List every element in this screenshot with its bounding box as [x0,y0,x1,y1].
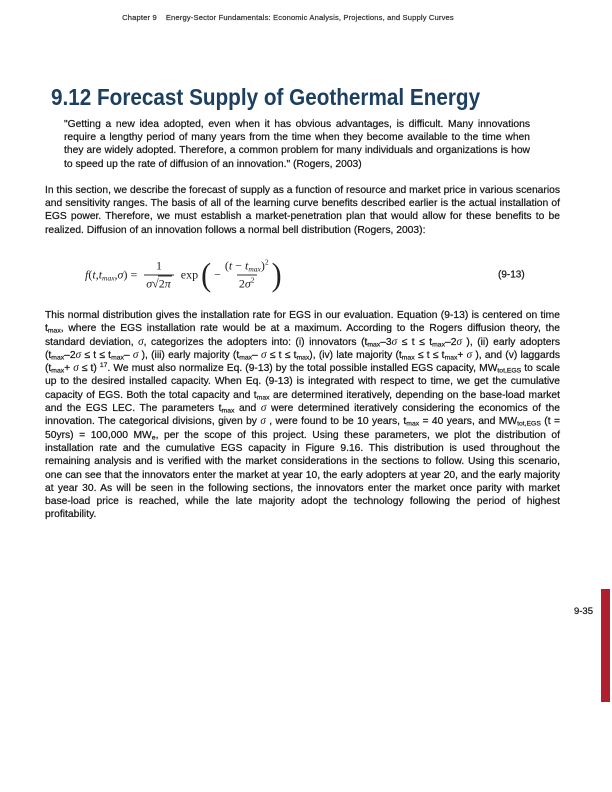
running-header-chapter: Chapter 9 [122,13,157,22]
fraction-numerator: $(t - t_{max})^2$ [224,257,269,274]
equation-close-paren: ) [271,256,282,293]
page-number: 9-35 [573,606,593,617]
pull-quote: "Getting a new idea adopted, even when it has obvious advantages, is difficult. Many innovations require a lengthy period of many years from the time when they become available to the time when they are widely adopted. Therefore, a common problem for many individuals and organizations is how to speed up the rate of diffusion of an innovation." (Rogers, 2003) [64,119,530,170]
chapter-thumb-tab [601,589,610,702]
equation-exponent-fraction [223,259,271,292]
equation-block [45,249,560,301]
body-paragraph: This normal distribution gives the installation rate for EGS in our evaluation. Equation (9-13) is centered on time $t_{max}$, where the EGS installation rate would be at a maximum. According to the Rogers diffusion theory, the standard deviation, σ, categorizes the adopters into: (i) innovators ($t_{max}-3\sigma \le t \le t_{max}-2\sigma$ ), (ii) early adopters ($t_{max}-2\sigma \le t \le t_{max}-$ σ ), (iii) early majority ($t_{max}-$ $\sigma \le t \le t_{max}$), (iv) late majority ($t_{max} \le t \le t_{max}+ \sigma$ ), and (v) laggards $(t_{max}+ \sigma \le t)$ $^{17}$. We must also normalize Eq. (9-13) by the total possible installed EGS capacity, $MW_{tot,EGS}$ to scale up to the desired installed capacity. When Eq. (9-13) is integrated with respect to time, we get the cumulative capacity of EGS. Both the total capacity and $t_{max}$ are determined iteratively, depending on the base-load market and the EGS LEC. The parameters $t_{max}$ and σ were determined iteratively considering the economics of the innovation. The categorical divisions, given by σ , were found to be 10 years, $t_{max} = 40$ years, and $MW_{tot,EGS}$ (t = 50yrs) = 100,000 $MW_e$, per the scope of this project. Using these parameters, we plot the distribution of installation rate and the cumulative EGS capacity in Figure 9.16. This distribution is used throughout the remaining analysis and is verified with the market considerations in the sections to follow. Using this scenario, one can see that the innovators enter the market at year 10, the early adopters at year 20, and the early majority at year 30. As will be seen in the following sections, the innovators enter the market once parity with market base-load price is reached, while the late majority adopt the technology following the period of highest profitability. [45,310,561,521]
equation-minus-sign: − [214,267,221,282]
page-content [45,0,560,522]
section-title: 9.12 Forecast Supply of Geothermal Energy [51,84,481,110]
equation-number: (9-13) [498,269,525,281]
fraction-numerator: 1 [155,258,162,273]
fraction-denominator: $2\sigma^2$ [238,275,255,291]
fraction-denominator: σ√2π [144,275,174,292]
equation-lhs: $f(t,t_{max},\sigma)$ = [85,267,138,283]
equation-exp-label: exp [180,267,199,282]
equation-formula [85,256,283,293]
equation-coefficient-fraction [144,259,174,292]
running-header-title: Energy-Sector Fundamentals: Economic Analysis, Projections, and Supply Curves [165,13,454,22]
intro-paragraph: In this section, we describe the forecast of supply as a function of resource and market price in various scenarios and sensitivity ranges. The basis of all of the learning curve benefits described earlier is the actual installation of EGS power. Therefore, we must establish a market-penetration plan that would allow for these benefits to be realized. Diffusion of an innovation follows a normal bell distribution (Rogers, 2003): [45,184,560,236]
equation-open-paren: ( [201,256,212,293]
